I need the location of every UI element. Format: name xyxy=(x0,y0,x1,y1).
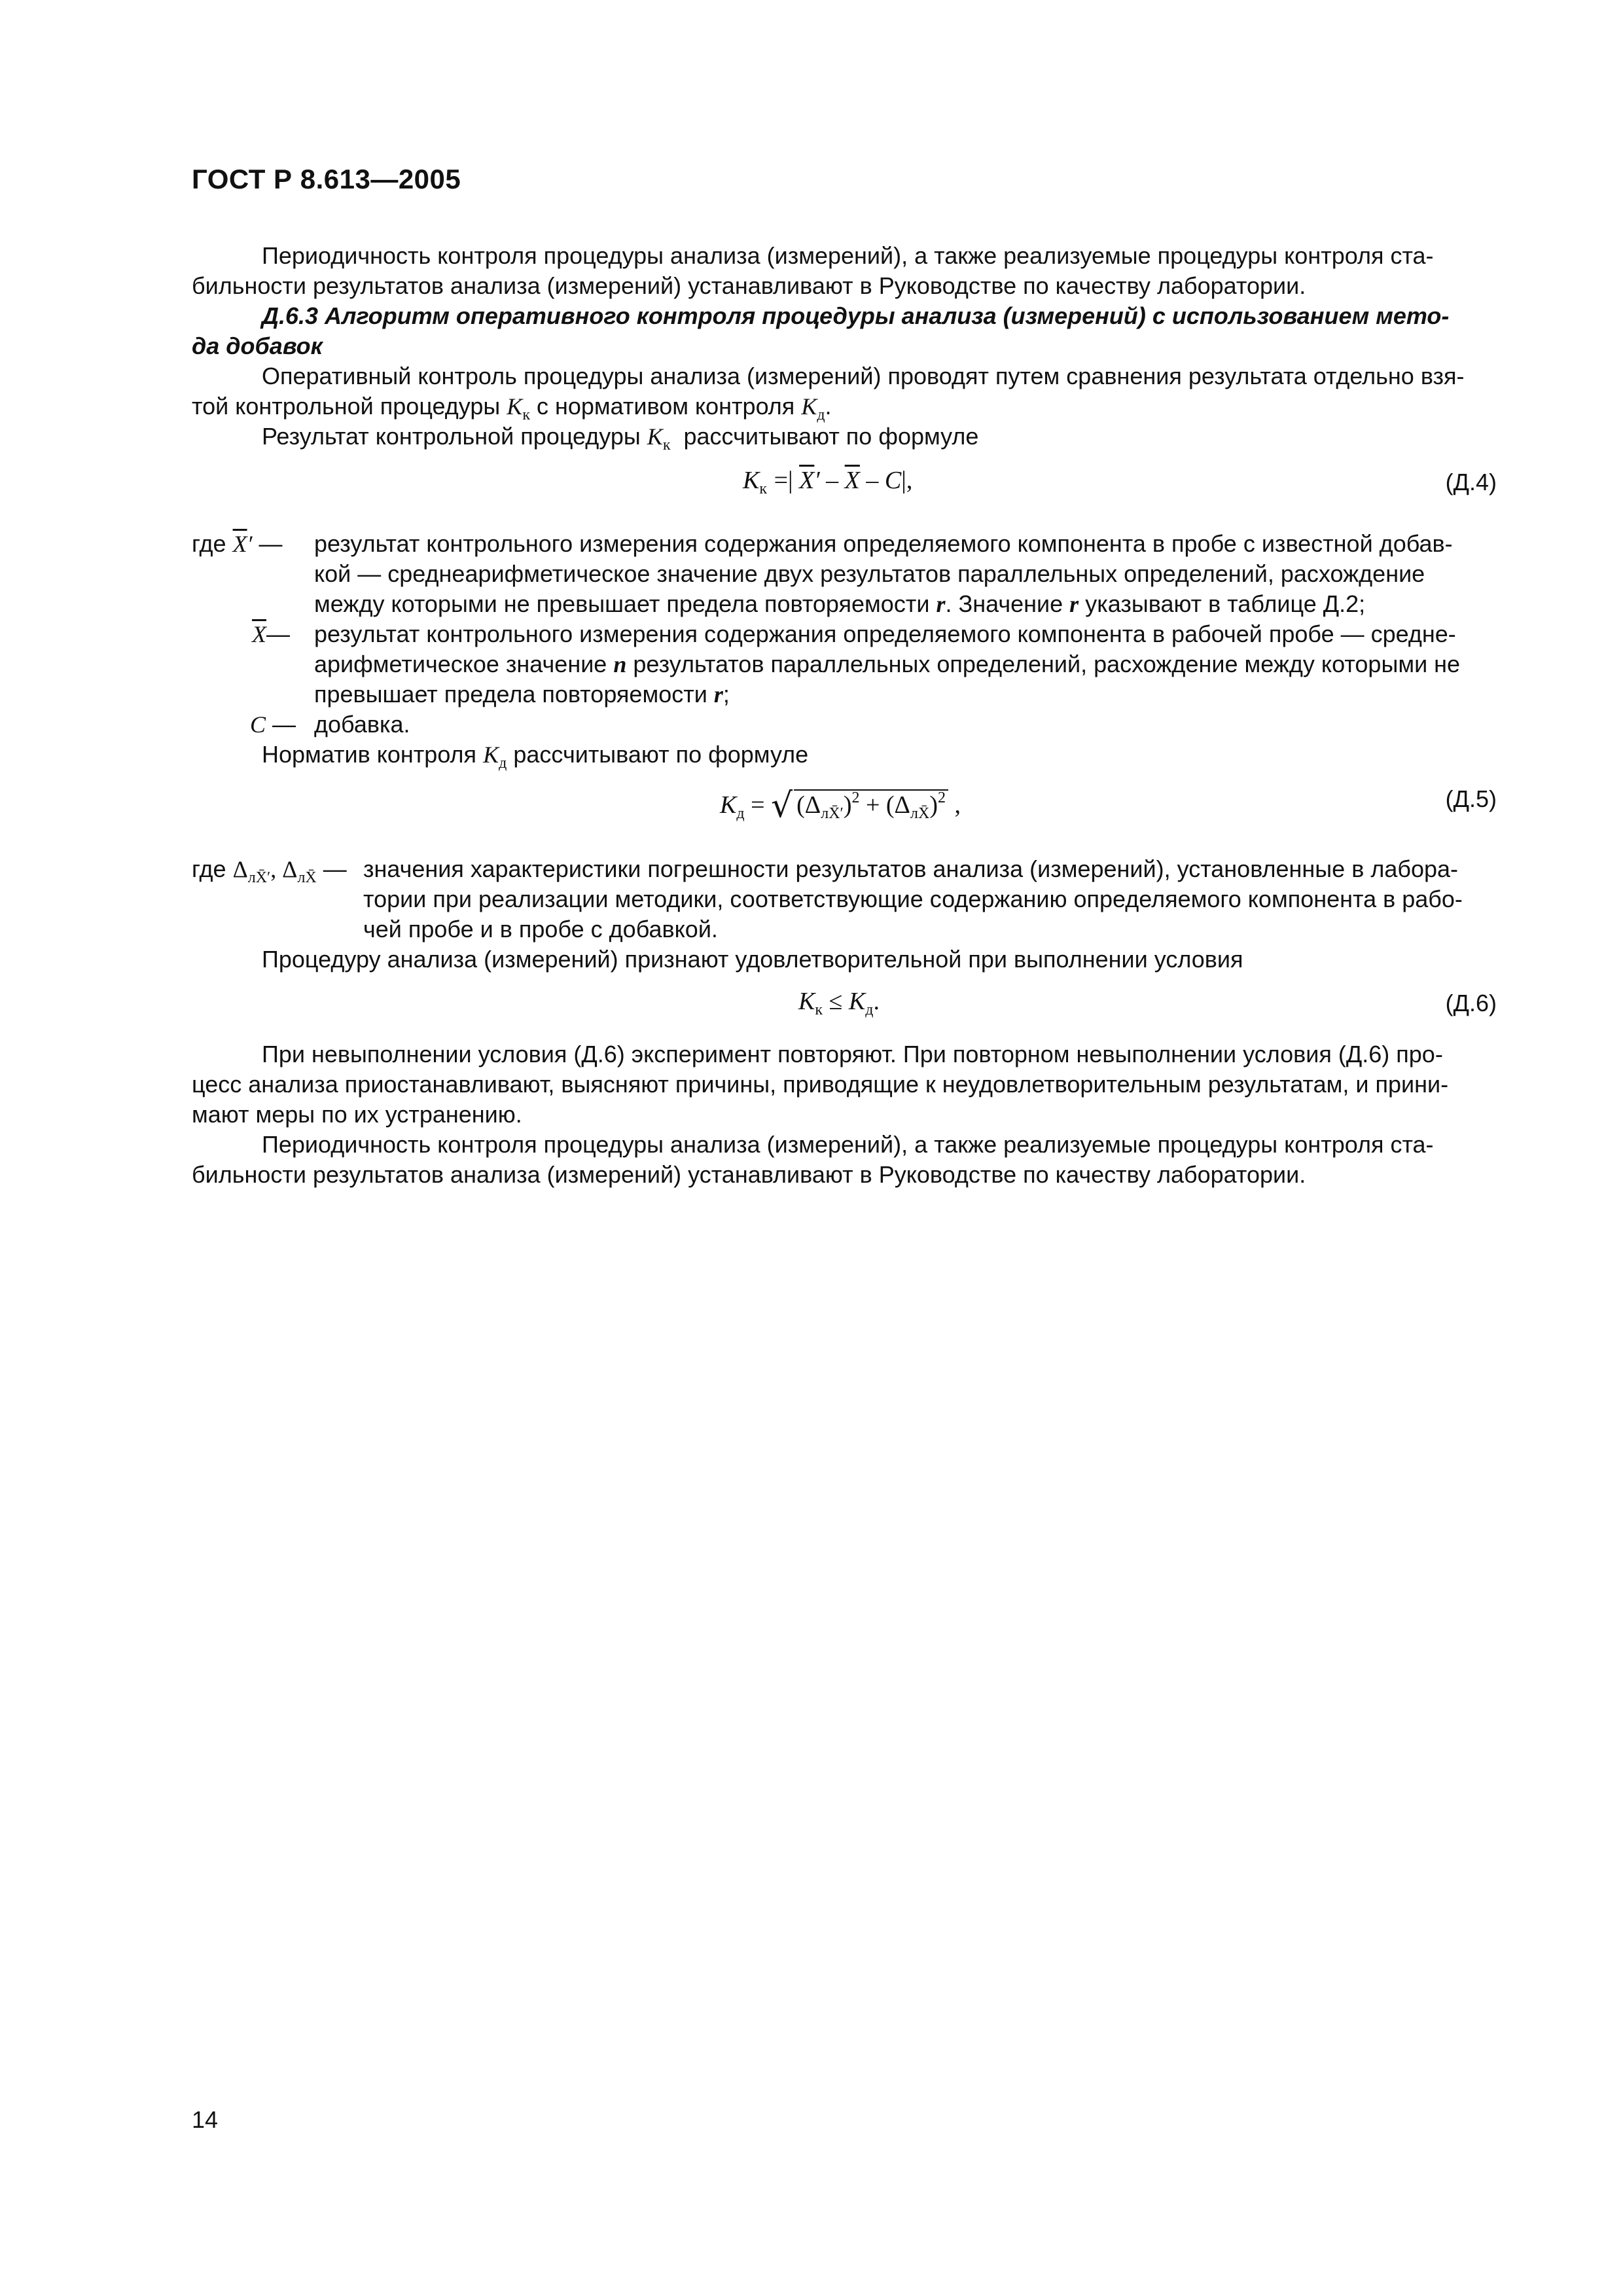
text-line: добавка. xyxy=(314,711,410,738)
text-line: результат контрольного измерения содержания определяемого компонента в рабочей пробе — средне- xyxy=(314,620,1456,647)
text-line: той контрольной процедуры $K_к$ с нормативом контроля $K_д$. xyxy=(192,393,832,423)
text-line: значения характеристики погрешности результатов анализа (измерений), установленные в лабора- xyxy=(363,855,1459,882)
where-label: где $\overline{X}'$ — xyxy=(192,530,283,557)
text-line: Периодичность контроля процедуры анализа (измерений), а также реализуемые процедуры контроля ста- xyxy=(262,242,1434,269)
text-line: чей пробе и в пробе с добавкой. xyxy=(363,916,718,942)
where-symbol: C — xyxy=(250,711,296,738)
text-line: результат контрольного измерения содержания определяемого компонента в пробе с известной добав- xyxy=(314,530,1453,557)
text-line: кой — среднеарифметическое значение двух результатов параллельных определений, расхождение xyxy=(314,560,1425,587)
text-line: бильности результатов анализа (измерений) устанавливают в Руководстве по качеству лаборатории. xyxy=(192,272,1306,299)
text-line: При невыполнении условия (Д.6) эксперимент повторяют. При повторном невыполнении условия (Д.6) про- xyxy=(262,1041,1443,1067)
text-line: тории при реализации методики, соответствующие содержанию определяемого компонента в рабо- xyxy=(363,886,1463,912)
page-number: 14 xyxy=(192,2106,219,2133)
text-line: между которыми не превышает предела повторяемости r. Значение r указывают в таблице Д.2; xyxy=(314,590,1366,617)
formula-d6: $K_к \le K_д$. xyxy=(798,988,880,1018)
text-line: мают меры по их устранению. xyxy=(192,1101,522,1128)
text-line: Оперативный контроль процедуры анализа (измерений) проводят путем сравнения результата отдельно взя- xyxy=(262,363,1465,389)
text-line: Периодичность контроля процедуры анализа (измерений), а также реализуемые процедуры контроля ста- xyxy=(262,1131,1434,1158)
section-heading: Д.6.3 Алгоритм оперативного контроля процедуры анализа (измерений) с использованием мето- xyxy=(262,302,1450,329)
text-line: превышает предела повторяемости r; xyxy=(314,681,730,708)
section-heading: да добавок xyxy=(192,332,323,359)
text-line: Результат контрольной процедуры $K_к$ рассчитывают по формуле xyxy=(262,423,979,454)
text-line: Процедуру анализа (измерений) признают удовлетворительной при выполнении условия xyxy=(262,946,1243,973)
standard-header: ГОСТ Р 8.613—2005 xyxy=(192,164,461,194)
formula-number: (Д.4) xyxy=(1445,469,1497,495)
formula-number: (Д.5) xyxy=(1445,785,1497,812)
where-label: где $\Delta_{лX̄'}$, $\Delta_{лX̄}$ — xyxy=(192,855,347,886)
where-symbol: $\overline{X}—$ xyxy=(252,620,290,647)
formula-d4: $K_к$ =| $\overline{X}' - \overline{X} - C|$, xyxy=(743,467,913,497)
formula-number: (Д.6) xyxy=(1445,990,1497,1016)
text-line: бильности результатов анализа (измерений) устанавливают в Руководстве по качеству лаборатории. xyxy=(192,1161,1306,1188)
text-line: арифметическое значение n результатов параллельных определений, расхождение между которыми не xyxy=(314,651,1461,677)
text-line: цесс анализа приостанавливают, выясняют причины, приводящие к неудовлетворительным результатам, и прини- xyxy=(192,1071,1449,1098)
formula-d5: $K_д$ = √ $(\Delta_{лX̄'})^2 + (\Delta_{лX̄})^2$ , xyxy=(720,786,961,825)
text-line: Норматив контроля $K_д$ рассчитывают по формуле xyxy=(262,741,809,772)
